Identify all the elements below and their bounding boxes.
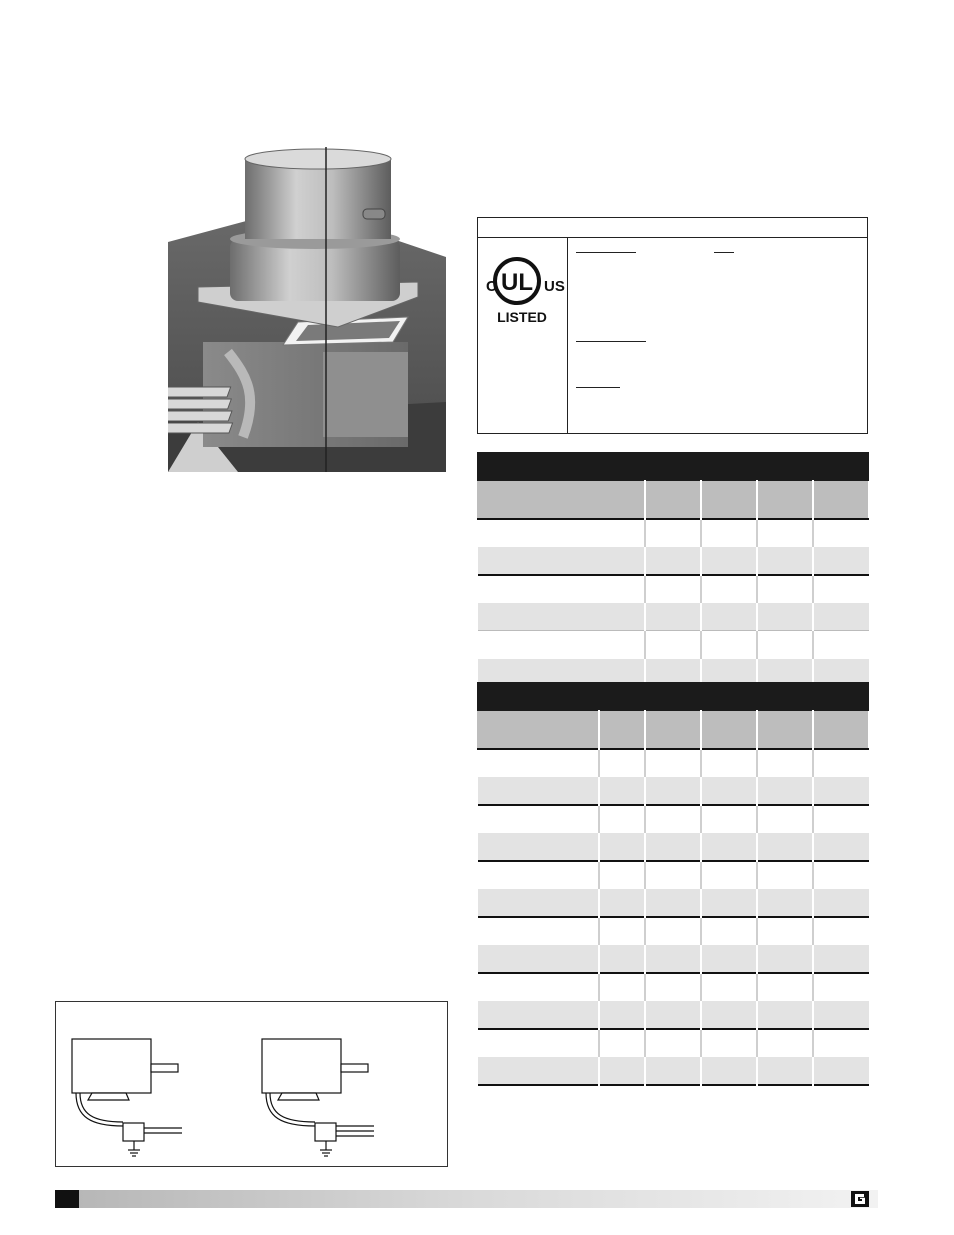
- table-row: [478, 889, 869, 917]
- table-row: [478, 749, 869, 777]
- table-row: [478, 833, 869, 861]
- table-row: [478, 861, 869, 889]
- table-2-banner: [478, 683, 869, 711]
- three-phase-wiring: [262, 1039, 374, 1156]
- spec-table-2: [477, 682, 869, 1086]
- single-phase-wiring: [72, 1039, 182, 1156]
- ul-listing-box: [477, 217, 868, 434]
- footer-bar: [55, 1190, 878, 1208]
- brand-logo-icon: [851, 1191, 869, 1207]
- table-row: [478, 1057, 869, 1085]
- footer-page-block: [55, 1190, 79, 1208]
- spec-table-1: [477, 452, 869, 688]
- underline-1: [576, 252, 636, 253]
- underline-4: [576, 387, 620, 388]
- ul-text-area: [576, 238, 859, 433]
- table-row: [478, 1029, 869, 1057]
- ul-logo-cell: [478, 238, 568, 433]
- table-row: [478, 547, 869, 575]
- ul-left-mark: C: [486, 278, 497, 295]
- table-row: [478, 805, 869, 833]
- table-row: [478, 575, 869, 603]
- ul-right-mark: US: [544, 278, 565, 295]
- table-row: [478, 973, 869, 1001]
- table-2-column-header: [478, 711, 869, 749]
- table-row: [478, 1001, 869, 1029]
- table-row: [478, 945, 869, 973]
- table-row: [478, 603, 869, 631]
- table-row: [478, 519, 869, 547]
- ul-caption: LISTED: [497, 309, 547, 325]
- table-row: [478, 631, 869, 659]
- table-1-banner: [478, 453, 869, 481]
- table-row: [478, 917, 869, 945]
- underline-2: [714, 252, 734, 253]
- ul-box-header: [478, 218, 867, 238]
- underline-3: [576, 341, 646, 342]
- ul-center-mark: UL: [501, 269, 533, 296]
- motor-wiring-diagram: [55, 1001, 448, 1167]
- product-illustration: [168, 147, 446, 472]
- table-row: [478, 777, 869, 805]
- ul-listed-logo: [482, 254, 566, 346]
- table-1-column-header: [478, 481, 869, 519]
